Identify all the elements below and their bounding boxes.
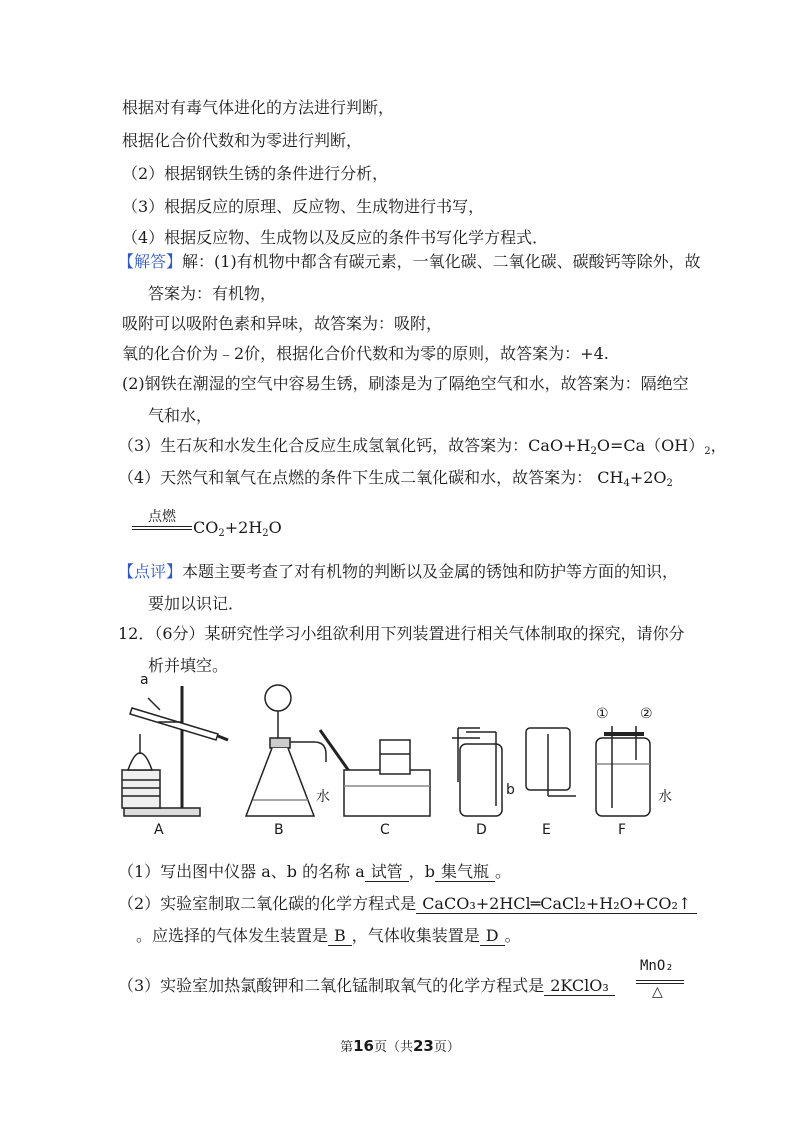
text-line: (2)钢铁在潮湿的空气中容易生锈，刷漆是为了隔绝空气和水，故答案为：隔绝空 bbox=[122, 374, 689, 393]
apparatus-c-label: C bbox=[380, 822, 390, 838]
apparatus-d-label: D bbox=[476, 822, 487, 838]
text-line: 吸附可以吸附色素和异味，故答案为：吸附， bbox=[122, 314, 443, 333]
text-line: （2）根据钢铁生锈的条件进行分析， bbox=[122, 164, 389, 183]
reaction-arrow bbox=[132, 526, 192, 527]
heat-symbol: △ bbox=[652, 984, 663, 1000]
sub-question-2: （2）实验室制取二氧化碳的化学方程式是 CaCO₃+2HCl═CaCl₂+H₂O+CO₂↑ bbox=[118, 894, 697, 914]
review-line bbox=[118, 562, 678, 582]
text-line: 析并填空。 bbox=[148, 656, 229, 675]
text-line: 要加以识记． bbox=[148, 594, 245, 613]
answer-equation: CaCO₃+2HCl═CaCl₂+H₂O+CO₂↑ bbox=[416, 895, 697, 914]
label-a: a bbox=[140, 672, 149, 688]
apparatus-b-label: B bbox=[274, 822, 284, 838]
equation-line: （4）天然气和氧气在点燃的条件下生成二氧化碳和水，故答案为： $CH_4+2O_2$ bbox=[118, 468, 673, 489]
answer-b: 集气瓶 bbox=[435, 863, 495, 882]
answer-line bbox=[118, 252, 701, 272]
water-label: 水 bbox=[316, 789, 330, 805]
question-title: 12．（6分）某研究性学习小组欲利用下列装置进行相关气体制取的探究，请你分 bbox=[118, 624, 685, 643]
sub-question-1: （1）写出图中仪器 a、b 的名称 a 试管 ，b 集气瓶 。 bbox=[118, 862, 512, 881]
text-line: （4）根据反应物、生成物以及反应的条件书写化学方程式． bbox=[122, 228, 549, 247]
answer-tag: 【解答】 bbox=[118, 252, 183, 271]
review-text: 本题主要考查了对有机物的判断以及金属的锈蚀和防护等方面的知识， bbox=[182, 562, 679, 581]
answer-collector: D bbox=[480, 927, 505, 946]
reaction-arrow bbox=[132, 529, 192, 530]
apparatus-figure bbox=[118, 672, 688, 838]
answer-text: 解：(1)有机物中都含有碳元素，一氧化碳、二氧化碳、碳酸钙等除外，故 bbox=[182, 252, 701, 271]
apparatus-e-label: E bbox=[542, 822, 551, 838]
equation-line: （3）生石灰和水发生化合反应生成氢氧化钙，故答案为：$CaO+H_2O=Ca(OH)_2$， bbox=[118, 436, 727, 457]
text-line: 气和水， bbox=[148, 406, 213, 425]
review-tag: 【点评】 bbox=[118, 562, 183, 581]
page-footer: 第16页（共23页） bbox=[340, 1037, 460, 1055]
text-line: 答案为：有机物， bbox=[148, 284, 277, 303]
port-1-label: ① bbox=[596, 706, 609, 722]
sub-question-2b: 。应选择的气体发生装置是 B ，气体收集装置是 D 。 bbox=[136, 926, 521, 945]
text-line: （3）根据反应的原理、反应物、生成物进行书写， bbox=[122, 197, 485, 216]
answer-a: 试管 bbox=[365, 863, 409, 882]
answer-equation-3: 2KClO₃ bbox=[544, 977, 615, 996]
text-line: 根据对有毒气体进化的方法进行判断， bbox=[122, 98, 395, 117]
text-line: 根据化合价代数和为零进行判断， bbox=[122, 131, 363, 150]
reaction-condition: 点燃 bbox=[148, 509, 176, 525]
answer-generator: B bbox=[328, 927, 352, 946]
catalyst-label: MnO₂ bbox=[640, 958, 674, 974]
apparatus-drawing bbox=[118, 678, 688, 838]
water-label: 水 bbox=[658, 789, 672, 805]
sub-question-3: （3）实验室加热氯酸钾和二氧化锰制取氧气的化学方程式是 2KClO₃ bbox=[118, 976, 615, 996]
port-2-label: ② bbox=[640, 706, 653, 722]
apparatus-f-label: F bbox=[618, 822, 627, 838]
text-line: 氧的化合价为﹣2价，根据化合价代数和为零的原则，故答案为：+4. bbox=[122, 344, 609, 363]
reaction-arrow bbox=[636, 980, 684, 981]
apparatus-a-label: A bbox=[154, 822, 164, 838]
equation-line: $CO_2+2H_2O$ bbox=[193, 518, 282, 539]
label-b: b bbox=[506, 782, 515, 798]
